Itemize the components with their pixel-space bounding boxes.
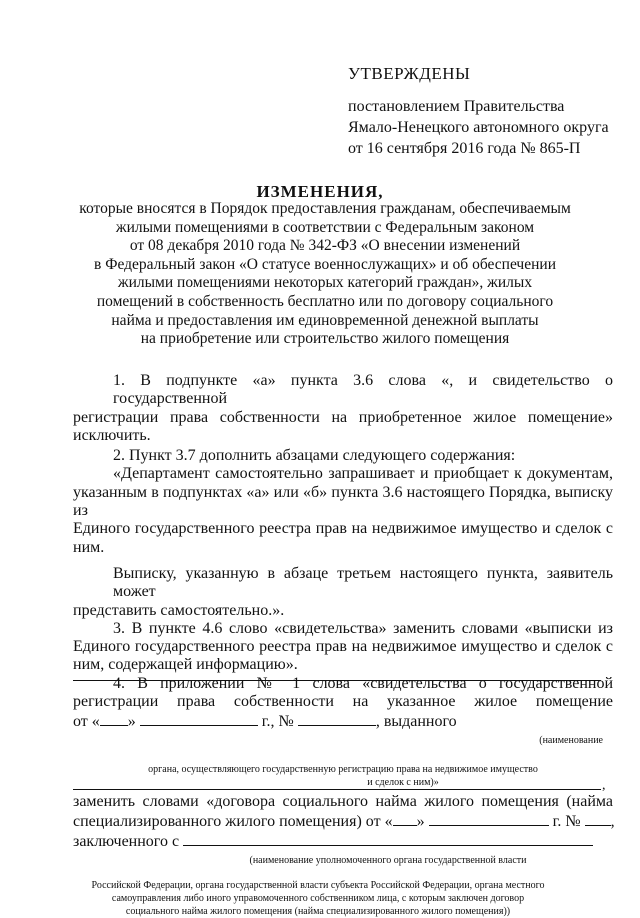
document-subtitle [60, 200, 590, 349]
approval-line: Ямало-Ненецкого автономного округа [348, 119, 609, 136]
text-line: 2. Пункт 3.7 дополнить абзацами следующего содержания: [113, 447, 516, 465]
contract-year-number-label: г. № [552, 812, 581, 830]
approval-header: УТВЕРЖДЕНЫ [348, 64, 471, 83]
text-line: ним, содержащей информацию». [73, 656, 298, 674]
text-line: Единого государственного реестра прав на недвижимое имущество и сделок с [73, 638, 613, 656]
text-line: заменить словами «договора социального найма жилого помещения (найма [73, 792, 613, 810]
text-line: «Департамент самостоятельно запрашивает и приобщает к документам, [113, 465, 613, 483]
year-number-label: г., № [261, 713, 294, 731]
text-line: Выписку, указанную в абзаце третьем настоящего пункта, заявитель может [113, 564, 613, 601]
comma: , [610, 812, 615, 830]
contract-month-blank [429, 811, 549, 826]
from-label: от « [73, 713, 100, 731]
note-transactions: и сделок с ним)» [367, 776, 439, 788]
quote-close: » [127, 713, 136, 731]
text-line: Единого государственного реестра прав на недвижимое имущество и сделок с [73, 520, 613, 538]
note-authorized-body: (наименование уполномоченного органа государственной власти [249, 854, 527, 866]
concluded-line [73, 831, 613, 851]
registration-date-line [73, 711, 613, 731]
paragraph-extract [73, 565, 613, 620]
note-line: Российской Федерации, органа государственной власти субъекта Российской Федерации, органа местного [91, 879, 545, 891]
subtitle-line: найма и предоставления им единовременной денежной выплаты [111, 311, 539, 329]
text-line: 3. В пункте 4.6 слово «свидетельства» заменить словами «выписки из [113, 619, 613, 637]
text-line: 4. В приложении № 1 слова «свидетельства о государственной [113, 674, 613, 692]
contract-date-line [73, 811, 613, 831]
document-title: ИЗМЕНЕНИЯ, [256, 182, 384, 201]
approval-line: постановлением Правительства [348, 98, 565, 115]
underline-rule [73, 789, 601, 790]
subtitle-line: жилыми помещениями в соответствии с Федеральным законом [115, 218, 535, 236]
approval-block [348, 64, 609, 159]
paragraph-replace [73, 793, 613, 811]
note-comma: , [602, 778, 606, 793]
text-line: представить самостоятельно.». [73, 601, 285, 619]
subtitle-line: на приобретение или строительство жилого помещения [140, 330, 510, 348]
month-blank [140, 711, 258, 726]
note-naming: (наименование [539, 734, 603, 746]
paragraph-quote [73, 465, 613, 556]
subtitle-line: в Федеральный закон «О статусе военнослужащих» и об обеспечении [94, 255, 556, 273]
note-line: социального найма жилого помещения (найма специализированного жилого помещения)) [125, 905, 511, 917]
subtitle-line: помещений в собственность бесплатно или по договору социального [96, 292, 554, 310]
text-line: специализированного жилого помещения) от « [73, 812, 393, 830]
subtitle-line: от 08 декабря 2010 года № 342-ФЗ «О внесении изменений [129, 237, 521, 255]
paragraph-item-3 [73, 620, 613, 675]
concluded-label: заключенного с [73, 833, 180, 851]
note-line: самоуправления либо иного управомоченного собственником лица, с которым заключен договор [111, 892, 525, 904]
approval-line: от 16 сентября 2016 года № 865-П [348, 140, 581, 157]
number-blank [298, 711, 376, 726]
text-line: указанным в подпунктах «а» или «б» пункта 3.6 настоящего Порядка, выписку из [73, 483, 613, 520]
note-registration-authority: органа, осуществляющего государственную регистрацию права на недвижимое имущество [148, 763, 538, 775]
contract-day-blank [393, 811, 417, 826]
paragraph-item-1 [73, 372, 613, 445]
concluded-blank [183, 831, 593, 846]
text-line: регистрации права собственности на приобретенное жилое помещение» [73, 408, 613, 426]
day-blank [100, 711, 128, 726]
issued-label: , выданного [375, 713, 457, 731]
paragraph-item-2 [73, 447, 613, 465]
subtitle-line: которые вносятся в Порядок предоставления гражданам, обеспечиваемым [79, 200, 571, 217]
text-line: исключить. [73, 426, 151, 444]
text-line: 1. В подпункте «а» пункта 3.6 слова «, и свидетельство о государственной [113, 372, 613, 408]
contract-number-blank [585, 811, 611, 826]
note-contract-parties [23, 879, 613, 918]
quote-close: » [416, 812, 425, 830]
text-line: регистрации права собственности на указанное жилое помещение [73, 693, 613, 711]
underline-rule [73, 680, 601, 681]
text-line: ним. [73, 538, 105, 556]
subtitle-line: жилыми помещениями некоторых категорий граждан», жилых [117, 274, 533, 292]
document-body [73, 372, 613, 918]
